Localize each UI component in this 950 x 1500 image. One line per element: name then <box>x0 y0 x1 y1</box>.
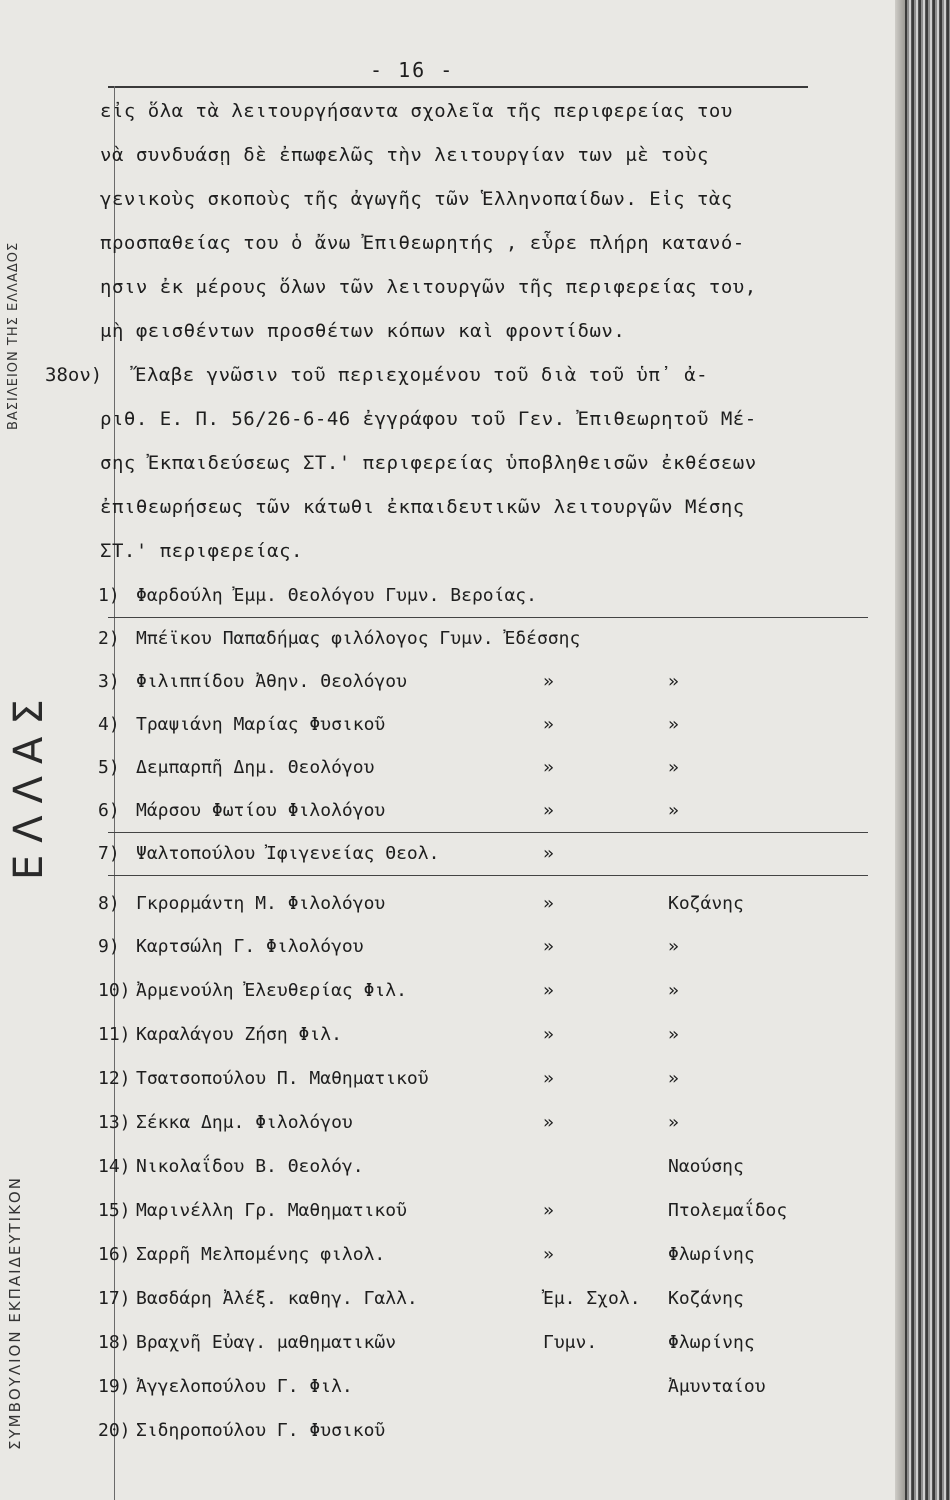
item-line: Ἔλαβε γνῶσιν τοῦ περιεχομένου τοῦ διὰ τοῦ ὑπ᾽ ἀ- <box>135 364 709 386</box>
list-item-number: 3) <box>98 671 120 692</box>
item-line: ριθ. Ε. Π. 56/26-6-46 ἐγγράφου τοῦ Γεν. Ἐπιθεωρητοῦ Μέ- <box>100 408 757 430</box>
header-rule <box>108 86 808 88</box>
list-item-number: 13) <box>98 1112 131 1133</box>
list-item-number: 18) <box>98 1332 131 1353</box>
list-item-school: » <box>543 936 554 957</box>
list-item-name: Φαρδούλη Ἐμμ. Θεολόγου Γυμν. Βεροίας. <box>136 585 537 606</box>
list-item-name: Ψαλτοπούλου Ἰφιγενείας Θεολ. <box>136 843 440 864</box>
list-item-name: Δεμπαρπῆ Δημ. Θεολόγου <box>136 757 375 778</box>
list-item-school: Ἐμ. Σχολ. <box>543 1288 641 1309</box>
list-item-school: » <box>543 980 554 1001</box>
list-item-school: » <box>543 800 554 821</box>
list-item-number: 7) <box>98 843 120 864</box>
list-item-number: 6) <box>98 800 120 821</box>
list-item-number: 2) <box>98 628 120 649</box>
list-item-name: Νικολαΐδου Β. Θεολόγ. <box>136 1156 364 1177</box>
item-line: ἐπιθεωρήσεως τῶν κάτωθι ἐκπαιδευτικῶν λειτουργῶν Μέσης <box>100 496 745 518</box>
list-item-place: » <box>668 714 679 735</box>
list-item-school: » <box>543 893 554 914</box>
list-item-number: 19) <box>98 1376 131 1397</box>
list-item-place: Φλωρίνης <box>668 1332 755 1353</box>
list-item-school: » <box>543 1112 554 1133</box>
item-line: σης Ἐκπαιδεύσεως ΣΤ.' περιφερείας ὑποβληθεισῶν ἐκθέσεων <box>100 452 757 474</box>
list-item-place: » <box>668 757 679 778</box>
list-item-name: Σιδηροπούλου Γ. Φυσικοῦ <box>136 1420 386 1441</box>
intro-line: εἰς ὅλα τὰ λειτουργήσαντα σχολεῖα τῆς περιφερείας του <box>100 100 733 122</box>
list-item-name: Γκρορμάντη Μ. Φιλολόγου <box>136 893 386 914</box>
intro-line: προσπαθείας του ὁ ἄνω Ἐπιθεωρητής , εὗρε πλήρη κατανό- <box>100 232 745 254</box>
list-item-number: 11) <box>98 1024 131 1045</box>
list-item-school: » <box>543 1200 554 1221</box>
list-item-number: 14) <box>98 1156 131 1177</box>
intro-line: μὴ φεισθέντων προσθέτων κόπων καὶ φροντίδων. <box>100 320 626 342</box>
list-item-number: 20) <box>98 1420 131 1441</box>
list-item-number: 17) <box>98 1288 131 1309</box>
list-item-school: » <box>543 1244 554 1265</box>
list-item-school: » <box>543 843 554 864</box>
side-stamp-text-top: ΒΑΣΙΛΕΙΟΝ ΤΗΣ ΕΛΛΑΔΟΣ <box>6 241 21 430</box>
list-item-place: Πτολεμαΐδος <box>668 1200 788 1221</box>
list-item-place: » <box>668 936 679 957</box>
item-line: ΣΤ.' περιφερείας. <box>100 540 303 562</box>
list-item-number: 9) <box>98 936 120 957</box>
list-item-name: Τραψιάνη Μαρίας Φυσικοῦ <box>136 714 386 735</box>
list-item-number: 12) <box>98 1068 131 1089</box>
list-item-place: » <box>668 671 679 692</box>
row-rule <box>108 875 868 876</box>
list-item-school: » <box>543 1068 554 1089</box>
list-item-school: » <box>543 671 554 692</box>
list-item-name: Σέκκα Δημ. Φιλολόγου <box>136 1112 353 1133</box>
list-item-name: Σαρρῆ Μελπομένης φιλολ. <box>136 1244 386 1265</box>
list-item-place: » <box>668 800 679 821</box>
list-item-name: Μαρινέλλη Γρ. Μαθηματικοῦ <box>136 1200 407 1221</box>
list-item-name: Τσατσοπούλου Π. Μαθηματικοῦ <box>136 1068 429 1089</box>
list-item-place: Ναούσης <box>668 1156 744 1177</box>
list-item-number: 8) <box>98 893 120 914</box>
list-item-name: Φιλιππίδου Ἀθην. Θεολόγου <box>136 671 407 692</box>
list-item-place: » <box>668 1068 679 1089</box>
list-item-name: Μάρσου Φωτίου Φιλολόγου <box>136 800 386 821</box>
list-item-number: 5) <box>98 757 120 778</box>
book-binding <box>905 0 950 1500</box>
list-item-place: Κοζάνης <box>668 893 744 914</box>
list-item-place: Ἀμυνταίου <box>668 1376 766 1397</box>
list-item-number: 4) <box>98 714 120 735</box>
list-item-number: 16) <box>98 1244 131 1265</box>
list-item-number: 1) <box>98 585 120 606</box>
side-stamp-text-middle: ΕΛΛΑΣ <box>6 687 52 880</box>
list-item-school: » <box>543 714 554 735</box>
list-item-school: » <box>543 1024 554 1045</box>
list-item-name: Καρτσώλη Γ. Φιλολόγου <box>136 936 364 957</box>
intro-line: γενικοὺς σκοποὺς τῆς ἀγωγῆς τῶν Ἑλληνοπαίδων. Εἰς τὰς <box>100 188 733 210</box>
item-number: 38ον) <box>45 364 103 386</box>
list-item-number: 10) <box>98 980 131 1001</box>
list-item-place: Φλωρίνης <box>668 1244 755 1265</box>
list-item-name: Βραχνῆ Εὐαγ. μαθηματικῶν <box>136 1332 397 1353</box>
intro-line: νὰ συνδυάσῃ δὲ ἐπωφελῶς τὴν λειτουργίαν των μὲ τοὺς <box>100 144 709 166</box>
row-rule <box>108 832 868 833</box>
list-item-number: 15) <box>98 1200 131 1221</box>
row-rule <box>108 617 868 618</box>
list-item-place: » <box>668 980 679 1001</box>
list-item-name: Ἀγγελοπούλου Γ. Φιλ. <box>136 1376 353 1397</box>
side-stamp-text-bottom: ΣΥΜΒΟΥΛΙΟΝ ΕΚΠΑΙΔΕΥΤΙΚΟΝ <box>6 1176 24 1450</box>
intro-line: ησιν ἐκ μέρους ὅλων τῶν λειτουργῶν τῆς περιφερείας του, <box>100 276 757 298</box>
page-edge <box>895 0 905 1500</box>
list-item-name: Ἀρμενούλη Ἐλευθερίας Φιλ. <box>136 980 407 1001</box>
list-item-name: Καραλάγου Ζήση Φιλ. <box>136 1024 342 1045</box>
list-item-place: » <box>668 1112 679 1133</box>
list-item-name: Μπέϊκου Παπαδήμας φιλόλογος Γυμν. Ἐδέσσης <box>136 628 581 649</box>
page-number: - 16 - <box>370 58 455 82</box>
list-item-name: Βασδάρη Ἀλέξ. καθηγ. Γαλλ. <box>136 1288 418 1309</box>
list-item-place: Κοζάνης <box>668 1288 744 1309</box>
list-item-school: » <box>543 757 554 778</box>
list-item-school: Γυμν. <box>543 1332 598 1353</box>
list-item-place: » <box>668 1024 679 1045</box>
